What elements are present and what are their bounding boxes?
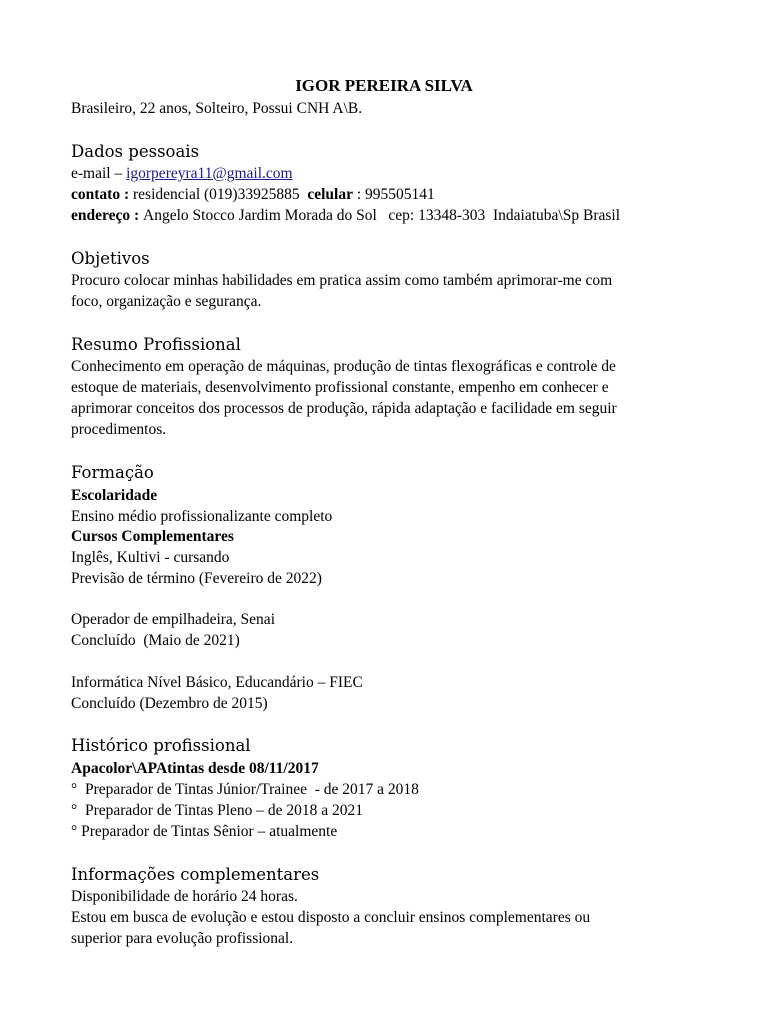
resumo-line: aprimorar conceitos dos processos de produção, rápida adaptação e facilidade em seguir: [71, 400, 617, 417]
contato-value: residencial (019)33925885: [133, 186, 300, 203]
resume-name: IGOR PEREIRA SILVA: [295, 76, 473, 95]
contato-line: [71, 184, 435, 205]
informacoes-line: Disponibilidade de horário 24 horas.: [71, 888, 298, 905]
endereco-line: [71, 205, 620, 226]
celular-label: celular: [307, 186, 353, 203]
endereco-label: endereço :: [71, 207, 144, 224]
email-label: e-mail –: [71, 165, 127, 182]
objetivos-line: Procuro colocar minhas habilidades em pratica assim como também aprimorar-me com: [71, 272, 613, 289]
resumo-line: procedimentos.: [71, 421, 167, 438]
cargo-line: ° Preparador de Tintas Sênior – atualmente: [71, 823, 338, 840]
curso-line: Concluído (Maio de 2021): [71, 632, 240, 649]
section-heading-formacao: Formação: [71, 463, 154, 482]
section-heading-dados-pessoais: Dados pessoais: [71, 142, 200, 161]
curso-line: Informática Nível Básico, Educandário – FIEC: [71, 674, 363, 691]
objetivos-line: foco, organização e segurança.: [71, 293, 262, 310]
escolaridade-value: Ensino médio profissionalizante completo: [71, 508, 333, 525]
cargo-line: ° Preparador de Tintas Pleno – de 2018 a 2021: [71, 802, 364, 819]
empresa-line: Apacolor\APAtintas desde 08/11/2017: [71, 760, 319, 777]
email-link[interactable]: igorpereyra11@gmail.com: [126, 165, 293, 182]
section-heading-objetivos: Objetivos: [71, 249, 150, 268]
curso-line: Inglês, Kultivi - cursando: [71, 549, 230, 566]
informacoes-line: superior para evolução profissional.: [71, 930, 294, 947]
informacoes-line: Estou em busca de evolução e estou disposto a concluir ensinos complementares ou: [71, 909, 591, 926]
celular-value: : 995505141: [352, 186, 435, 203]
curso-line: Operador de empilhadeira, Senai: [71, 611, 275, 628]
escolaridade-label: Escolaridade: [71, 487, 158, 504]
curso-line: Previsão de término (Fevereiro de 2022): [71, 570, 322, 587]
endereco-value: Angelo Stocco Jardim Morada do Sol cep: 13348-303 Indaiatuba\Sp Brasil: [143, 207, 621, 224]
email-line: [71, 163, 293, 184]
curso-line: Concluído (Dezembro de 2015): [71, 695, 268, 712]
section-heading-historico: Histórico profissional: [71, 736, 251, 755]
cursos-label: Cursos Complementares: [71, 528, 234, 545]
resumo-line: Conhecimento em operação de máquinas, produção de tintas flexográficas e controle de: [71, 358, 616, 375]
cargo-line: ° Preparador de Tintas Júnior/Trainee - de 2017 a 2018: [71, 781, 419, 798]
resumo-line: estoque de materiais, desenvolvimento profissional constante, empenho em conhecer e: [71, 379, 609, 396]
resume-subtitle: Brasileiro, 22 anos, Solteiro, Possui CNH A\B.: [71, 100, 363, 117]
contato-label: contato :: [71, 186, 133, 203]
section-heading-informacoes: Informações complementares: [71, 865, 320, 884]
section-heading-resumo: Resumo Profissional: [71, 335, 241, 354]
